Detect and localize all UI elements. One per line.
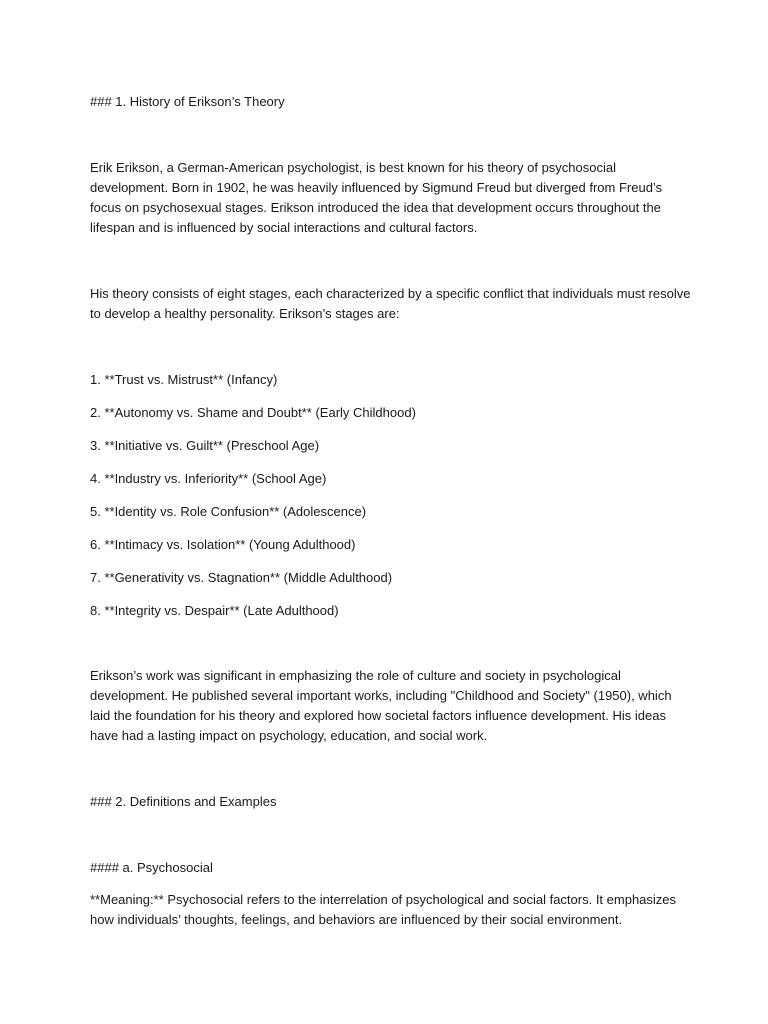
paragraph-line: to develop a healthy personality. Erikson’s stages are: [90, 306, 400, 321]
stage-list-item: 5. **Identity vs. Role Confusion** (Adolescence) [90, 504, 367, 519]
stage-list-item: 1. **Trust vs. Mistrust** (Infancy) [90, 372, 278, 387]
paragraph-line: development. Born in 1902, he was heavily influenced by Sigmund Freud but diverged from Freud’s [90, 180, 663, 195]
stage-list-item: 3. **Initiative vs. Guilt** (Preschool Age) [90, 438, 320, 453]
heading-history: ### 1. History of Erikson’s Theory [90, 94, 285, 109]
stage-list-item: 8. **Integrity vs. Despair** (Late Adulthood) [90, 603, 339, 618]
stage-list-item: 7. **Generativity vs. Stagnation** (Middle Adulthood) [90, 570, 393, 585]
stage-list-item: 4. **Industry vs. Inferiority** (School Age) [90, 471, 327, 486]
paragraph-line: laid the foundation for his theory and explored how societal factors influence development. His ideas [90, 708, 666, 723]
paragraph-line: focus on psychosexual stages. Erikson introduced the idea that development occurs throughout the [90, 200, 661, 215]
paragraph-line: His theory consists of eight stages, each characterized by a specific conflict that individuals must resolve [90, 286, 691, 301]
subheading-psychosocial: #### a. Psychosocial [90, 860, 213, 875]
paragraph-line: lifespan and is influenced by social interactions and cultural factors. [90, 220, 478, 235]
paragraph-line: Erik Erikson, a German-American psychologist, is best known for his theory of psychosocial [90, 160, 616, 175]
paragraph-line: development. He published several important works, including "Childhood and Society" (1950), which [90, 688, 672, 703]
stage-list-item: 2. **Autonomy vs. Shame and Doubt** (Early Childhood) [90, 405, 416, 420]
paragraph-line: Erikson’s work was significant in emphasizing the role of culture and society in psychological [90, 668, 621, 683]
stage-list-item: 6. **Intimacy vs. Isolation** (Young Adulthood) [90, 537, 356, 552]
heading-definitions: ### 2. Definitions and Examples [90, 794, 277, 809]
paragraph-line: **Meaning:** Psychosocial refers to the interrelation of psychological and social factors. It emphasizes [90, 892, 677, 907]
paragraph-line: how individuals’ thoughts, feelings, and behaviors are influenced by their social environment. [90, 912, 623, 927]
paragraph-line: have had a lasting impact on psychology, education, and social work. [90, 728, 488, 743]
